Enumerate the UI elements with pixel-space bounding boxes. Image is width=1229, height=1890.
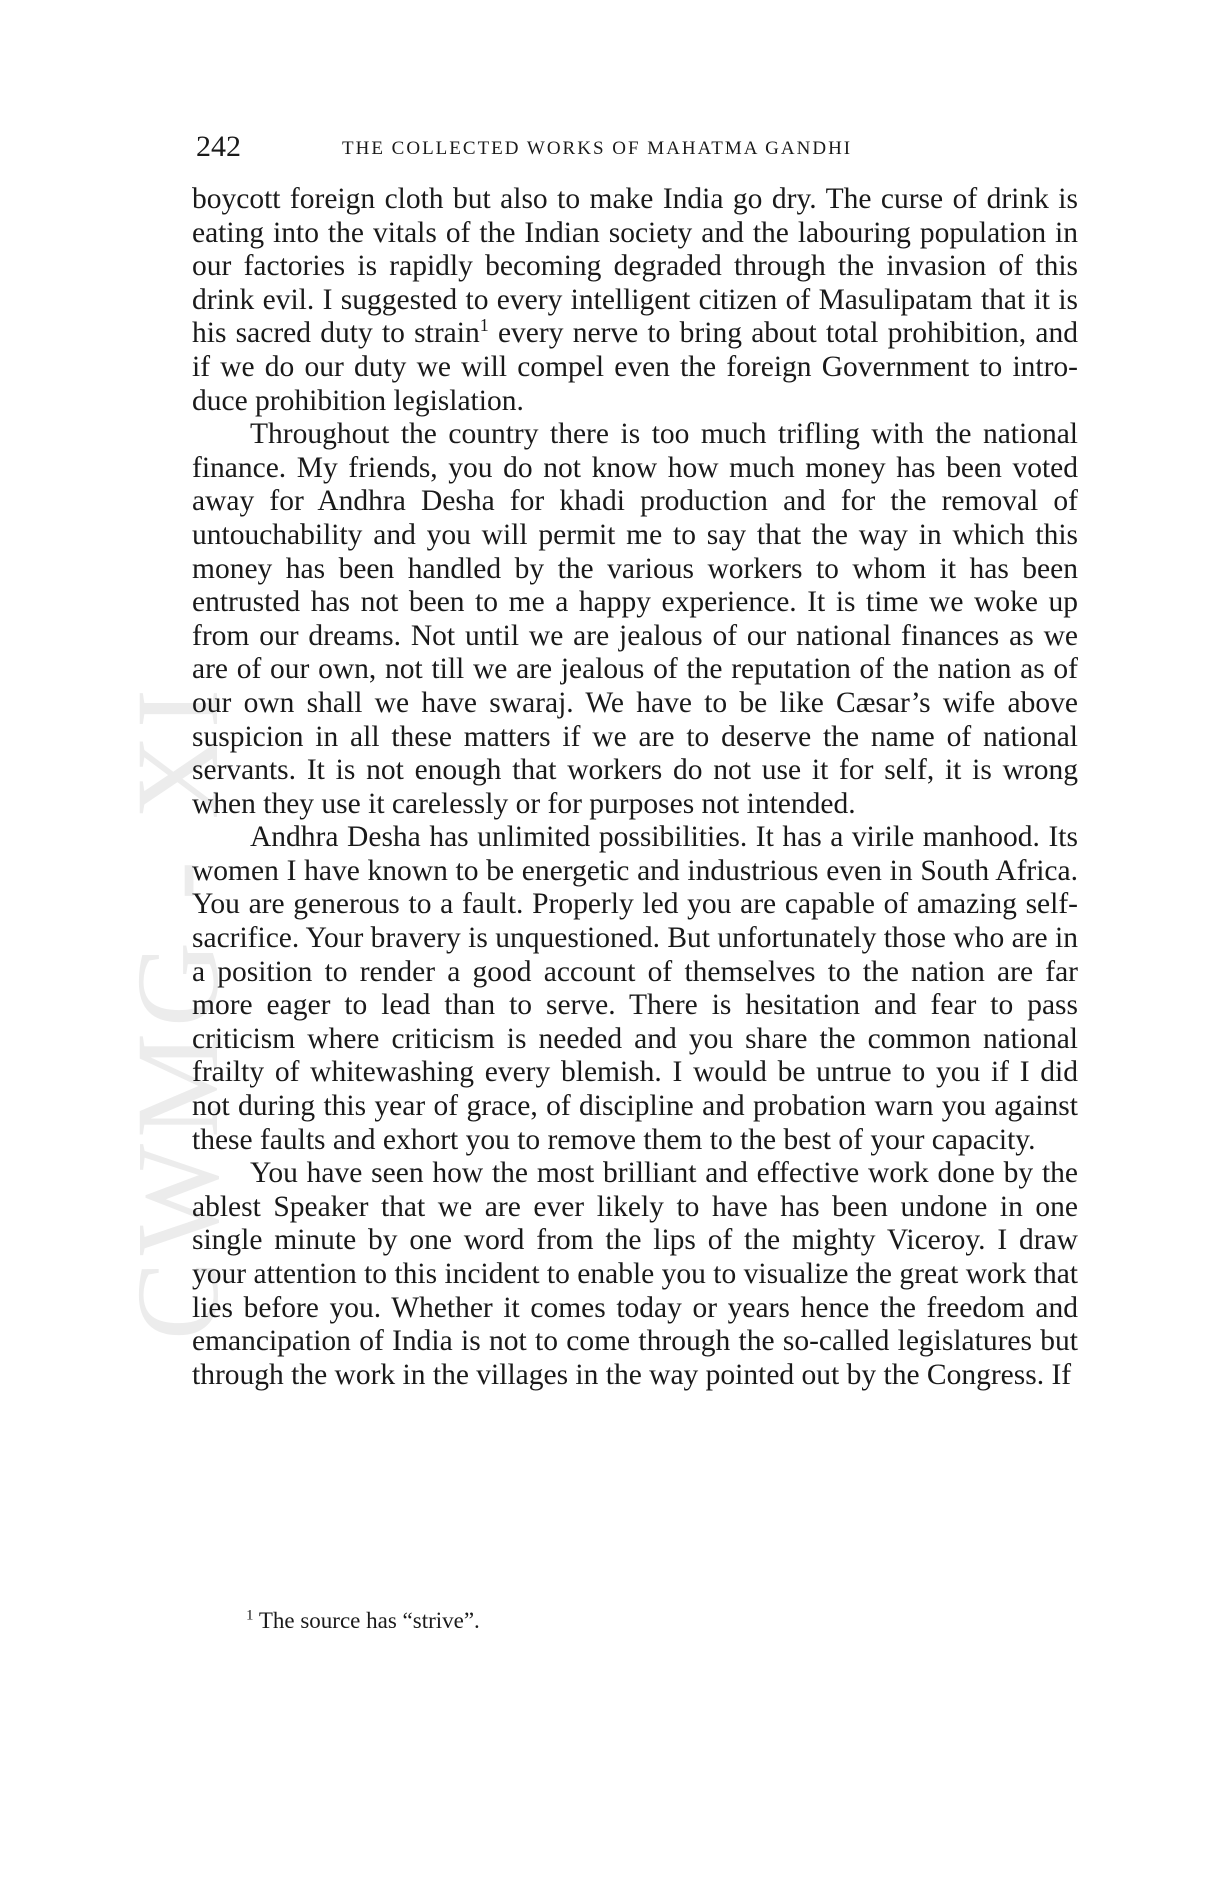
body-text xyxy=(192,183,1078,1392)
paragraph-1-text-b: every nerve to bring about total prohibition, and if we do our duty we will compel even the foreign Government to introduce prohibition legislation. xyxy=(192,317,1078,417)
page-header xyxy=(196,130,1080,164)
footnote-text: The source has “strive”. xyxy=(253,1608,480,1633)
paragraph-4: You have seen how the most brilliant and effective work done by the ablest Speaker that we are ever likely to have has been undone in one single minute by one word from the lips of the mighty Viceroy. I draw your attention to this incident to enable you to visualize the great work that lies before you. Whether it comes today or years hence the freedom and emancipation of India is not to come through the so-called legislatures but through the work in the villages in the way pointed out by the Congress. If xyxy=(192,1157,1078,1391)
footnote xyxy=(246,1606,480,1636)
paragraph-2: Throughout the country there is too much trifling with the national finance. My friends, you do not know how much money has been voted away for Andhra Desha for khadi production and for the removal of untouchability and you will permit me to say that the way in which this money has been handled by the various workers to whom it has been entrusted has not been to me a happy experience. It is time we woke up from our dreams. Not until we are jealous of our national finances as we are of our own, not till we are jealous of the reputation of the nation as of our own shall we have swaraj. We have to be like Cæsar’s wife above suspicion in all these matters if we are to deserve the name of national servants. It is not enough that workers do not use it for self, it is wrong when they use it carelessly or for purposes not intended. xyxy=(192,418,1078,820)
running-head: THE COLLECTED WORKS OF MAHATMA GANDHI xyxy=(342,138,853,159)
paragraph-1 xyxy=(192,183,1078,418)
footnote-number: 1 xyxy=(246,1607,254,1624)
watermark: CWMG - XI xyxy=(112,682,243,1340)
paragraph-1-text-a: boycott foreign cloth but also to make India go dry. The curse of drink is eating into the vitals of the Indian society and the labouring population in our factories is rapidly becoming degraded through the invasion of this drink evil. I suggested to every intelligent citizen of Masulipatam that it is his sacred duty to strain xyxy=(192,183,1078,350)
paragraph-3: Andhra Desha has unlimited possibilities. It has a virile manhood. Its women I have known to be energetic and industrious even in South Africa. You are generous to a fault. Properly led you are capable of amazing self-sacrifice. Your bravery is unquestioned. But unfortunately those who are in a position to render a good account of themselves to the nation are far more eager to lead than to serve. There is hesitation and fear to pass criticism where criticism is needed and you share the common national frailty of whitewashing every blemish. I would be untrue to you if I did not during this year of grace, of discipline and probation warn you against these faults and exhort you to remove them to the best of your capacity. xyxy=(192,821,1078,1156)
footnote-reference: 1 xyxy=(479,315,489,336)
page-number: 242 xyxy=(196,130,241,163)
